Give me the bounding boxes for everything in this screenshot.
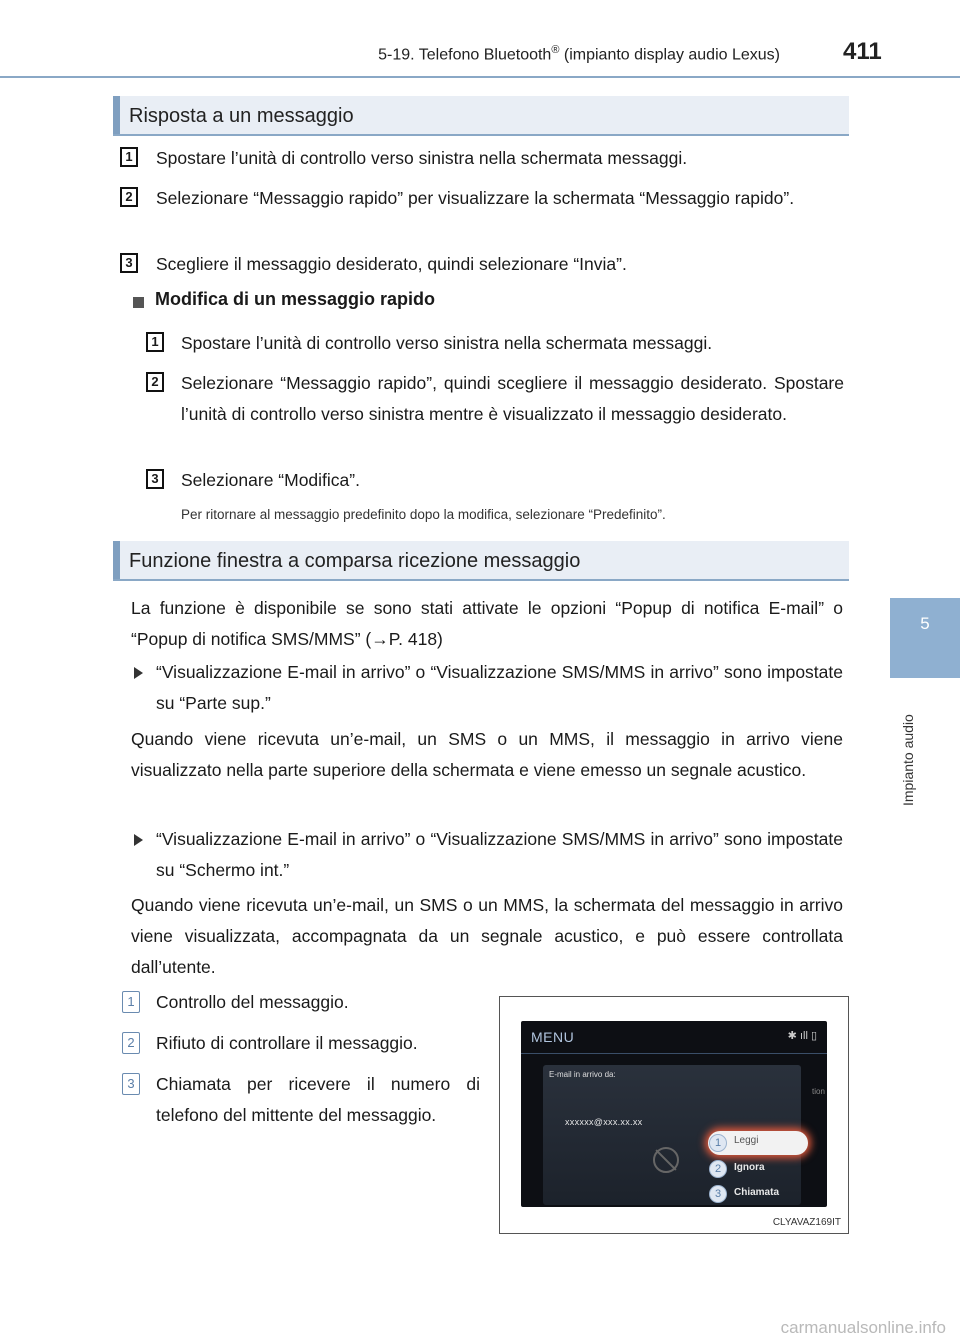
menu-label: MENU xyxy=(531,1029,575,1045)
chapter-number: 5 xyxy=(920,614,930,633)
section-header-popup xyxy=(113,541,849,581)
chapter-label: Impianto audio xyxy=(900,714,916,806)
step-number-box: 1 xyxy=(120,147,138,167)
step-text: Spostare l’unità di controllo verso sinistra nella schermata messaggi. xyxy=(156,148,688,168)
callout-text: Rifiuto di controllare il messaggio. xyxy=(156,1033,418,1053)
dialog-title: E-mail in arrivo da: xyxy=(549,1070,616,1079)
callout-number: 3 xyxy=(122,1073,140,1095)
watermark: carmanualsonline.info xyxy=(780,1318,946,1337)
sender-address: xxxxxx@xxx.xx.xx xyxy=(565,1117,643,1127)
header-rule xyxy=(0,76,960,78)
callout-badge: 1 xyxy=(709,1134,727,1152)
registered-mark: ® xyxy=(551,44,560,56)
ignore-button[interactable]: Ignora xyxy=(734,1162,765,1173)
image-code: CLYAVAZ169IT xyxy=(772,1217,841,1228)
section-header-reply xyxy=(113,96,849,136)
callout-badge: 3 xyxy=(709,1185,727,1203)
callout-text: Controllo del messaggio. xyxy=(156,992,349,1012)
status-icons: ✱ ıll ▯ xyxy=(787,1030,817,1042)
intro-paragraph: La funzione è disponibile se sono stati attivate le opzioni “Popup di notifica E-mail” o “Popup di notifica SMS/MMS” (→P. 418) xyxy=(131,598,843,649)
prohibited-icon xyxy=(653,1147,679,1173)
screen-divider xyxy=(521,1053,827,1054)
chapter-tab xyxy=(890,598,960,678)
subheading: Modifica di un messaggio rapido xyxy=(155,289,436,309)
running-header-suffix: (impianto display audio Lexus) xyxy=(559,46,780,64)
subheading-square-icon xyxy=(133,297,144,308)
callout-number: 1 xyxy=(122,991,140,1013)
step-number-box: 3 xyxy=(120,253,138,273)
section-header-bar xyxy=(113,96,120,134)
section-header-bar xyxy=(113,541,120,579)
incoming-message-dialog xyxy=(543,1065,801,1205)
paragraph: Quando viene ricevuta un’e-mail, un SMS o un MMS, la schermata del messaggio in arrivo viene visualizzata, accompagnata da un segnale acustico, e può essere controllata dall’utente. xyxy=(131,895,843,977)
substep-text: Selezionare “Messaggio rapido”, quindi scegliere il messaggio desiderato. Spostare l’unità di controllo verso sinistra mentre è visualizzato il messaggio desiderato. xyxy=(181,373,844,424)
page-number: 411 xyxy=(843,38,882,65)
chapter-label-wrap xyxy=(896,690,920,810)
step-text: Scegliere il messaggio desiderato, quindi selezionare “Invia”. xyxy=(156,254,627,274)
callout-badge: 2 xyxy=(709,1160,727,1178)
call-button[interactable]: Chiamata xyxy=(734,1187,780,1198)
step-number-box: 2 xyxy=(120,187,138,207)
callout-text: Chiamata per ricevere il numero di telefono del mittente del messaggio. xyxy=(156,1074,480,1125)
section-title: Risposta a un messaggio xyxy=(129,105,354,127)
callout-number: 2 xyxy=(122,1032,140,1054)
substep-number-box: 2 xyxy=(146,372,164,392)
read-button-label: Leggi xyxy=(734,1135,759,1146)
running-header-section: 5-19. Telefono Bluetooth xyxy=(378,46,552,64)
step-text: Selezionare “Messaggio rapido” per visualizzare la schermata “Messaggio rapido”. xyxy=(156,188,795,208)
bullet-text: “Visualizzazione E-mail in arrivo” o “Visualizzazione SMS/MMS in arrivo” sono impostate su “Parte sup.” xyxy=(156,662,843,713)
bullet-triangle-icon xyxy=(134,834,143,846)
substep-text: Spostare l’unità di controllo verso sinistra nella schermata messaggi. xyxy=(181,333,713,353)
display-screen xyxy=(521,1021,827,1207)
partial-text: tion xyxy=(812,1087,825,1096)
running-header xyxy=(378,44,780,64)
paragraph: Quando viene ricevuta un’e-mail, un SMS o un MMS, il messaggio in arrivo viene visualizzato nella parte superiore della schermata e viene emesso un segnale acustico. xyxy=(131,729,843,780)
bullet-text: “Visualizzazione E-mail in arrivo” o “Visualizzazione SMS/MMS in arrivo” sono impostate su “Schermo int.” xyxy=(156,829,843,880)
substep-text: Selezionare “Modifica”. xyxy=(181,470,360,490)
section-title: Funzione finestra a comparsa ricezione messaggio xyxy=(129,550,581,572)
substep-number-box: 1 xyxy=(146,332,164,352)
note-text: Per ritornare al messaggio predefinito dopo la modifica, selezionare “Predefinito”. xyxy=(181,507,666,522)
substep-number-box: 3 xyxy=(146,469,164,489)
bullet-triangle-icon xyxy=(134,667,143,679)
